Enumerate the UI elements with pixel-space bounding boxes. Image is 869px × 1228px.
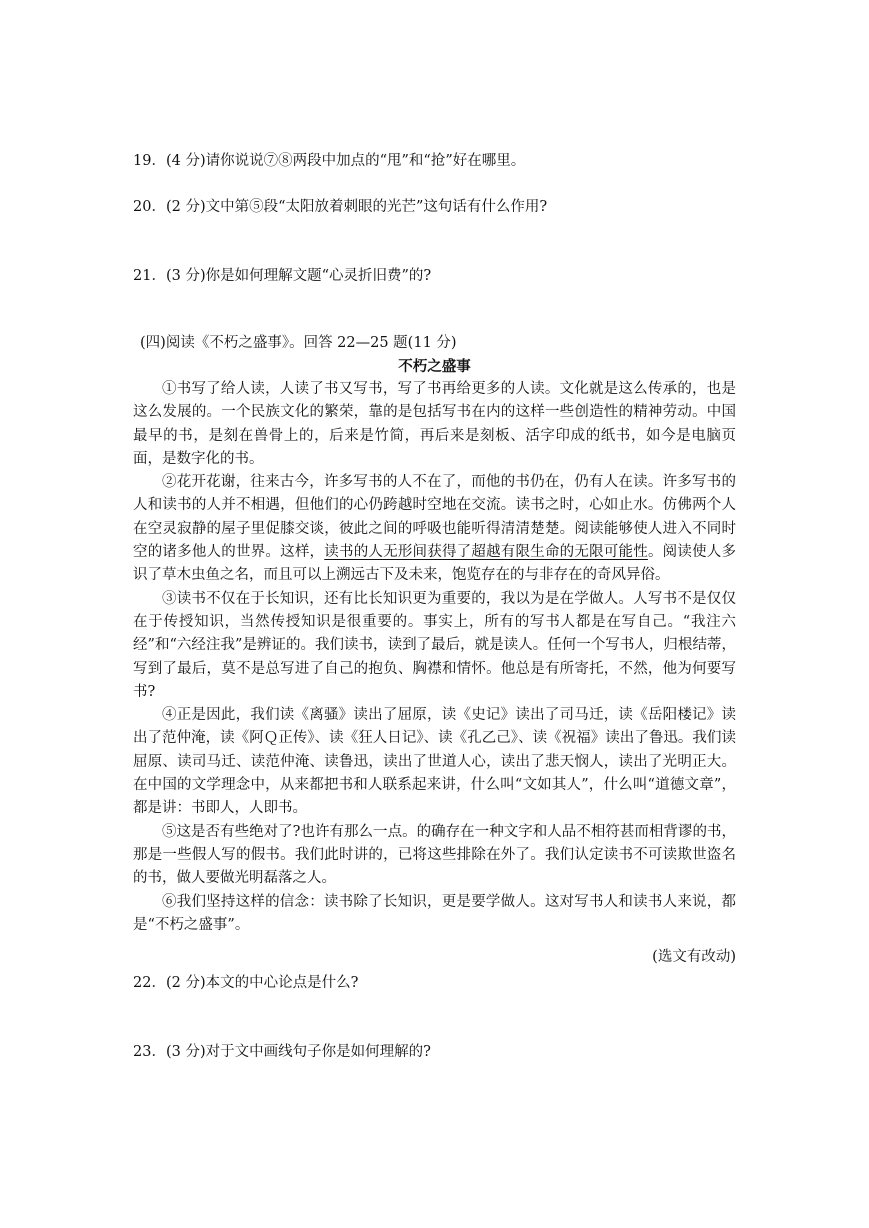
question-23: 23．(3 分)对于文中画线句子你是如何理解的? bbox=[133, 1044, 431, 1060]
underlined-sentence: 读书的人无形间获得了超越有限生命的无限可能性 bbox=[324, 544, 648, 561]
paragraph-1: ①书写了给人读，人读了书又写书，写了书再给更多的人读。文化就是这么传承的，也是这么发展的。一个民族文化的繁荣，靠的是包括写书在内的这样一些创造性的精神劳动。中国最早的书，是刻在兽骨上的，后来是竹简，再后来是刻板、活字印成的纸书，如今是电脑页面，是数字化的书。 bbox=[133, 381, 736, 467]
source-note: (选文有改动) bbox=[652, 949, 736, 965]
paragraph-2 bbox=[133, 471, 736, 587]
section-intro: (四)阅读《不朽之盛事》。回答 22—25 题(11 分) bbox=[140, 335, 457, 351]
paragraph-6: ⑥我们坚持这样的信念：读书除了长知识，更是要学做人。这对写书人和读书人来说，都是“不朽之盛事”。 bbox=[133, 893, 736, 933]
paragraph-2-after: 。阅读使人多识了草木虫鱼之名，而且可以上溯远古下及未来，饱览存在的与非存在的奇风异俗。 bbox=[133, 544, 737, 584]
paragraph-2-before: ②花开花谢，往来古今，许多写书的人不在了，而他的书仍在，仍有人在读。许多写书的人和读书的人并不相遇，但他们的心仍跨越时空地在交流。读书之时，心如止水。仿佛两个人在空灵寂静的屋子里促膝交谈，彼此之间的呼吸也能听得清清楚楚。阅读能够使人进入不同时空的诸多他人的世界。这样， bbox=[133, 474, 736, 561]
question-19: 19．(4 分)请你说说⑦⑧两段中加点的“甩”和“抢”好在哪里。 bbox=[133, 153, 526, 169]
article-title: 不朽之盛事 bbox=[398, 359, 471, 375]
paragraph-4: ④正是因此，我们读《离骚》读出了屈原，读《史记》读出了司马迁，读《岳阳楼记》读出了范仲淹，读《阿Ｑ正传》、读《狂人日记》、读《孔乙己》、读《祝福》读出了鲁迅。我们读屈原、读司马迁、读范仲淹、读鲁迅，读出了世道人心，读出了悲天悯人，读出了光明正大。在中国的文学理念中，从来都把书和人联系起来讲，什么叫“文如其人”，什么叫“道德文章”，都是讲：书即人，人即书。 bbox=[133, 707, 736, 817]
question-22: 22．(2 分)本文的中心论点是什么? bbox=[133, 975, 359, 991]
paragraph-5: ⑤这是否有些绝对了?也许有那么一点。的确存在一种文字和人品不相符甚而相背谬的书，那是一些假人写的假书。我们此时讲的，已将这些排除在外了。我们认定读书不可读欺世盗名的书，做人要做光明磊落之人。 bbox=[133, 823, 736, 887]
paragraph-3: ③读书不仅在于长知识，还有比长知识更为重要的，我以为是在学做人。人写书不是仅仅在于传授知识，当然传授知识是很重要的。事实上，所有的写书人都是在写自己。“我注六经”和“六经注我”是辨证的。我们读书，读到了最后，就是读人。任何一个写书人，归根结蒂，写到了最后，莫不是总写进了自己的抱负、胸襟和情怀。他总是有所寄托，不然，他为何要写书? bbox=[133, 590, 736, 700]
question-20: 20．(2 分)文中第⑤段“太阳放着刺眼的光芒”这句话有什么作用? bbox=[133, 199, 548, 215]
question-21: 21．(3 分)你是如何理解文题“心灵折旧费”的? bbox=[133, 268, 432, 284]
article-body bbox=[133, 378, 736, 937]
